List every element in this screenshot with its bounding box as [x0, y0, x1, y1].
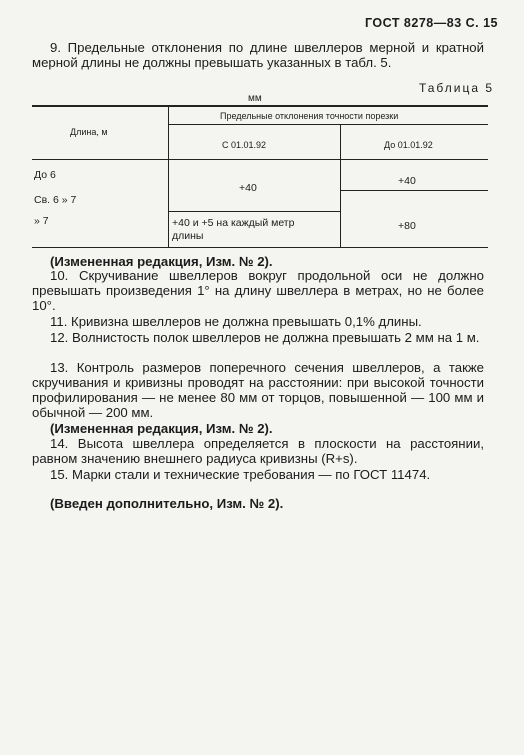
paragraph-14 — [32, 436, 484, 466]
col-from-header: С 01.01.92 — [222, 140, 267, 150]
paragraph-12 — [32, 330, 484, 345]
paragraph-15-text: 15. Марки стали и технические требования — по ГОСТ 11474. — [50, 467, 431, 482]
paragraph-15 — [32, 467, 484, 482]
table-from-rule — [168, 211, 340, 212]
paragraph-11-text: 11. Кривизна швеллеров не должна превышать 0,1% длины. — [50, 314, 422, 329]
paragraph-9-text: 9. Предельные отклонения по длине швеллеров мерной и кратной мерной длины не должны превышать указанных в табл. 5. — [32, 40, 484, 70]
row-label-3: » 7 — [34, 215, 49, 227]
until-value-2: +80 — [398, 220, 416, 232]
amendment-note-1 — [32, 254, 484, 269]
col-length-header: Длина, м — [70, 127, 108, 137]
amendment-note-1-text: (Измененная редакция, Изм. № 2). — [50, 254, 273, 269]
table-bottom-rule — [32, 247, 488, 248]
table-caption: Таблица 5 — [418, 81, 494, 95]
col-group-header: Предельные отклонения точности порезки — [220, 111, 399, 121]
table-top-rule — [32, 105, 488, 107]
paragraph-14-text: 14. Высота швеллера определяется в плоскости на расстоянии, равном значению внешнего радиуса кривизны (R+s). — [32, 436, 484, 466]
from-value-2-line1: +40 и +5 на каждый метр — [172, 217, 295, 229]
from-value-2-line2: длины — [172, 230, 204, 242]
table-until-rule — [340, 190, 488, 191]
amendment-note-3-text: (Введен дополнительно, Изм. № 2). — [50, 496, 284, 511]
paragraph-10-text: 10. Скручивание швеллеров вокруг продольной оси не должно превышать произведения 1° на длину швеллера в метрах, но не более 10°. — [32, 268, 484, 313]
table-units: мм — [248, 93, 262, 104]
table-col-divider-1 — [168, 105, 169, 247]
paragraph-11 — [32, 314, 484, 329]
col-until-header: До 01.01.92 — [384, 140, 433, 150]
amendment-note-3 — [32, 496, 484, 511]
from-value-1: +40 — [239, 182, 257, 194]
row-label-2: Св. 6 » 7 — [34, 194, 77, 206]
amendment-note-2 — [32, 421, 484, 436]
row-label-1: До 6 — [34, 169, 56, 181]
table-group-rule — [168, 124, 488, 125]
amendment-note-2-text: (Измененная редакция, Изм. № 2). — [50, 421, 273, 436]
paragraph-12-text: 12. Волнистость полок швеллеров не должна превышать 2 мм на 1 м. — [50, 330, 480, 345]
tolerance-table — [32, 105, 488, 248]
table-header-rule — [32, 159, 488, 160]
table-col-divider-2 — [340, 124, 341, 247]
paragraph-9 — [32, 40, 484, 70]
paragraph-13-text: 13. Контроль размеров поперечного сечения швеллеров, а также скручивания и кривизны проводят на расстоянии: при высокой точности профилирования — не менее 80 мм от торцов, повышенной — 100 мм и обычной — 200 мм. — [32, 360, 484, 420]
page-header: ГОСТ 8278—83 С. 15 — [364, 16, 498, 30]
paragraph-10 — [32, 268, 484, 313]
paragraph-13 — [32, 360, 484, 420]
until-value-1: +40 — [398, 175, 416, 187]
